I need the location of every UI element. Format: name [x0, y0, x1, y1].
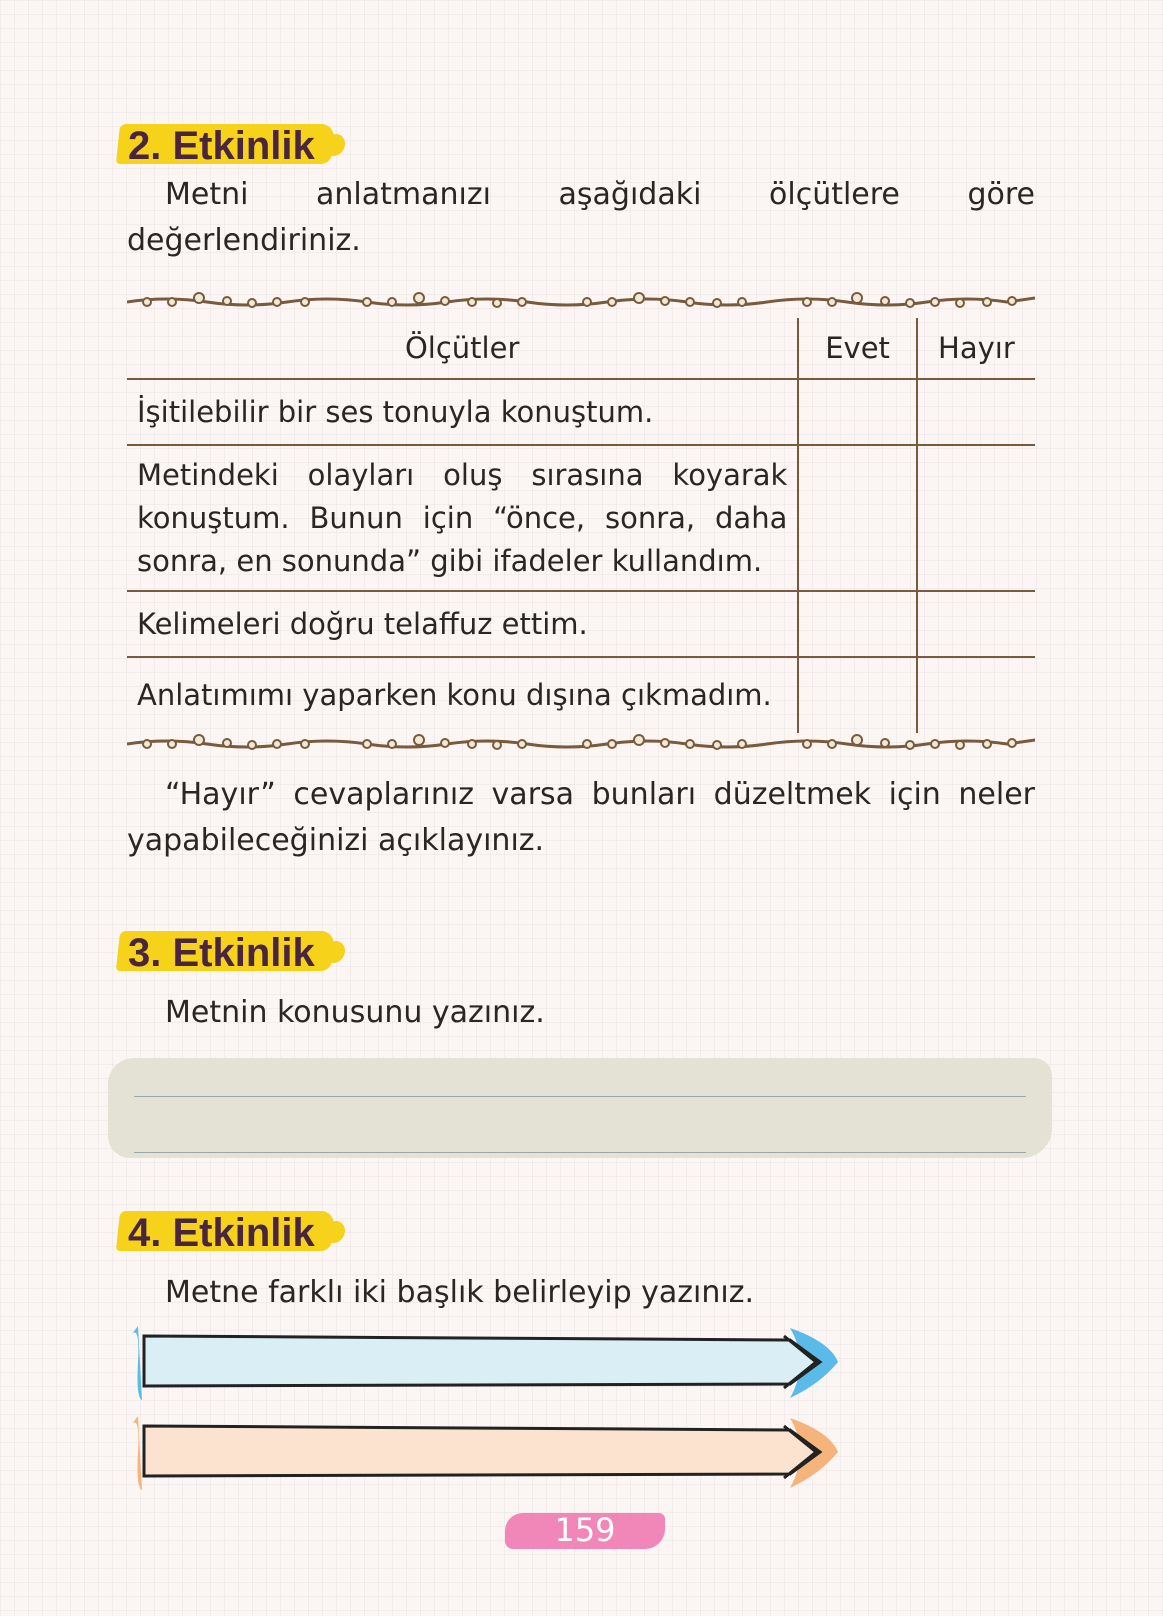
table-row	[127, 379, 1035, 445]
yes-cell[interactable]	[798, 657, 916, 733]
title-arrow-1[interactable]	[130, 1322, 840, 1402]
header-criteria: Ölçütler	[127, 318, 798, 379]
page-number-badge	[505, 1505, 665, 1555]
yes-cell[interactable]	[798, 379, 916, 445]
activity-3-title: 3. Etkinlik	[128, 931, 315, 975]
vine-border-bottom	[127, 732, 1035, 756]
criterion-text: Kelimeleri doğru telaffuz ettim.	[127, 591, 798, 657]
activity-3-instruction: Metnin konusunu yazınız.	[165, 995, 545, 1030]
no-cell[interactable]	[917, 591, 1035, 657]
no-cell[interactable]	[917, 445, 1035, 591]
activity-2-instruction: Metni anlatmanızı aşağıdaki ölçütlere göre değerlendiriniz.	[127, 177, 1035, 258]
criterion-text: İşitilebilir bir ses tonuyla konuştum.	[127, 379, 798, 445]
topic-answer-box[interactable]	[108, 1058, 1052, 1158]
header-no: Hayır	[917, 318, 1035, 379]
criteria-table	[127, 318, 1035, 733]
vine-border-top	[127, 290, 1035, 314]
criterion-text: Metindeki olayları oluş sırasına koyarak konuştum. Bunun için “önce, sonra, daha sonra, en sonunda” gibi ifadeler kullandım.	[127, 445, 798, 591]
title-arrow-2[interactable]	[130, 1412, 840, 1492]
no-cell[interactable]	[917, 657, 1035, 733]
yes-cell[interactable]	[798, 591, 916, 657]
table-row	[127, 445, 1035, 591]
header-yes: Evet	[798, 318, 916, 379]
table-row	[127, 591, 1035, 657]
activity-4-title: 4. Etkinlik	[128, 1211, 315, 1255]
answer-line	[134, 1096, 1026, 1097]
answer-line	[134, 1152, 1026, 1153]
page-number: 159	[554, 1511, 616, 1549]
criterion-text: Anlatımımı yaparken konu dışına çıkmadım.	[137, 678, 772, 712]
activity-2-title: 2. Etkinlik	[128, 124, 315, 168]
table-header-row	[127, 318, 1035, 379]
no-cell[interactable]	[917, 379, 1035, 445]
activity-4-instruction: Metne farklı iki başlık belirleyip yazınız.	[165, 1275, 754, 1310]
activity-2-followup: “Hayır” cevaplarınız varsa bunları düzeltmek için neler yapabileceğinizi açıklayınız.	[127, 777, 1035, 858]
table-row	[127, 657, 1035, 733]
yes-cell[interactable]	[798, 445, 916, 591]
